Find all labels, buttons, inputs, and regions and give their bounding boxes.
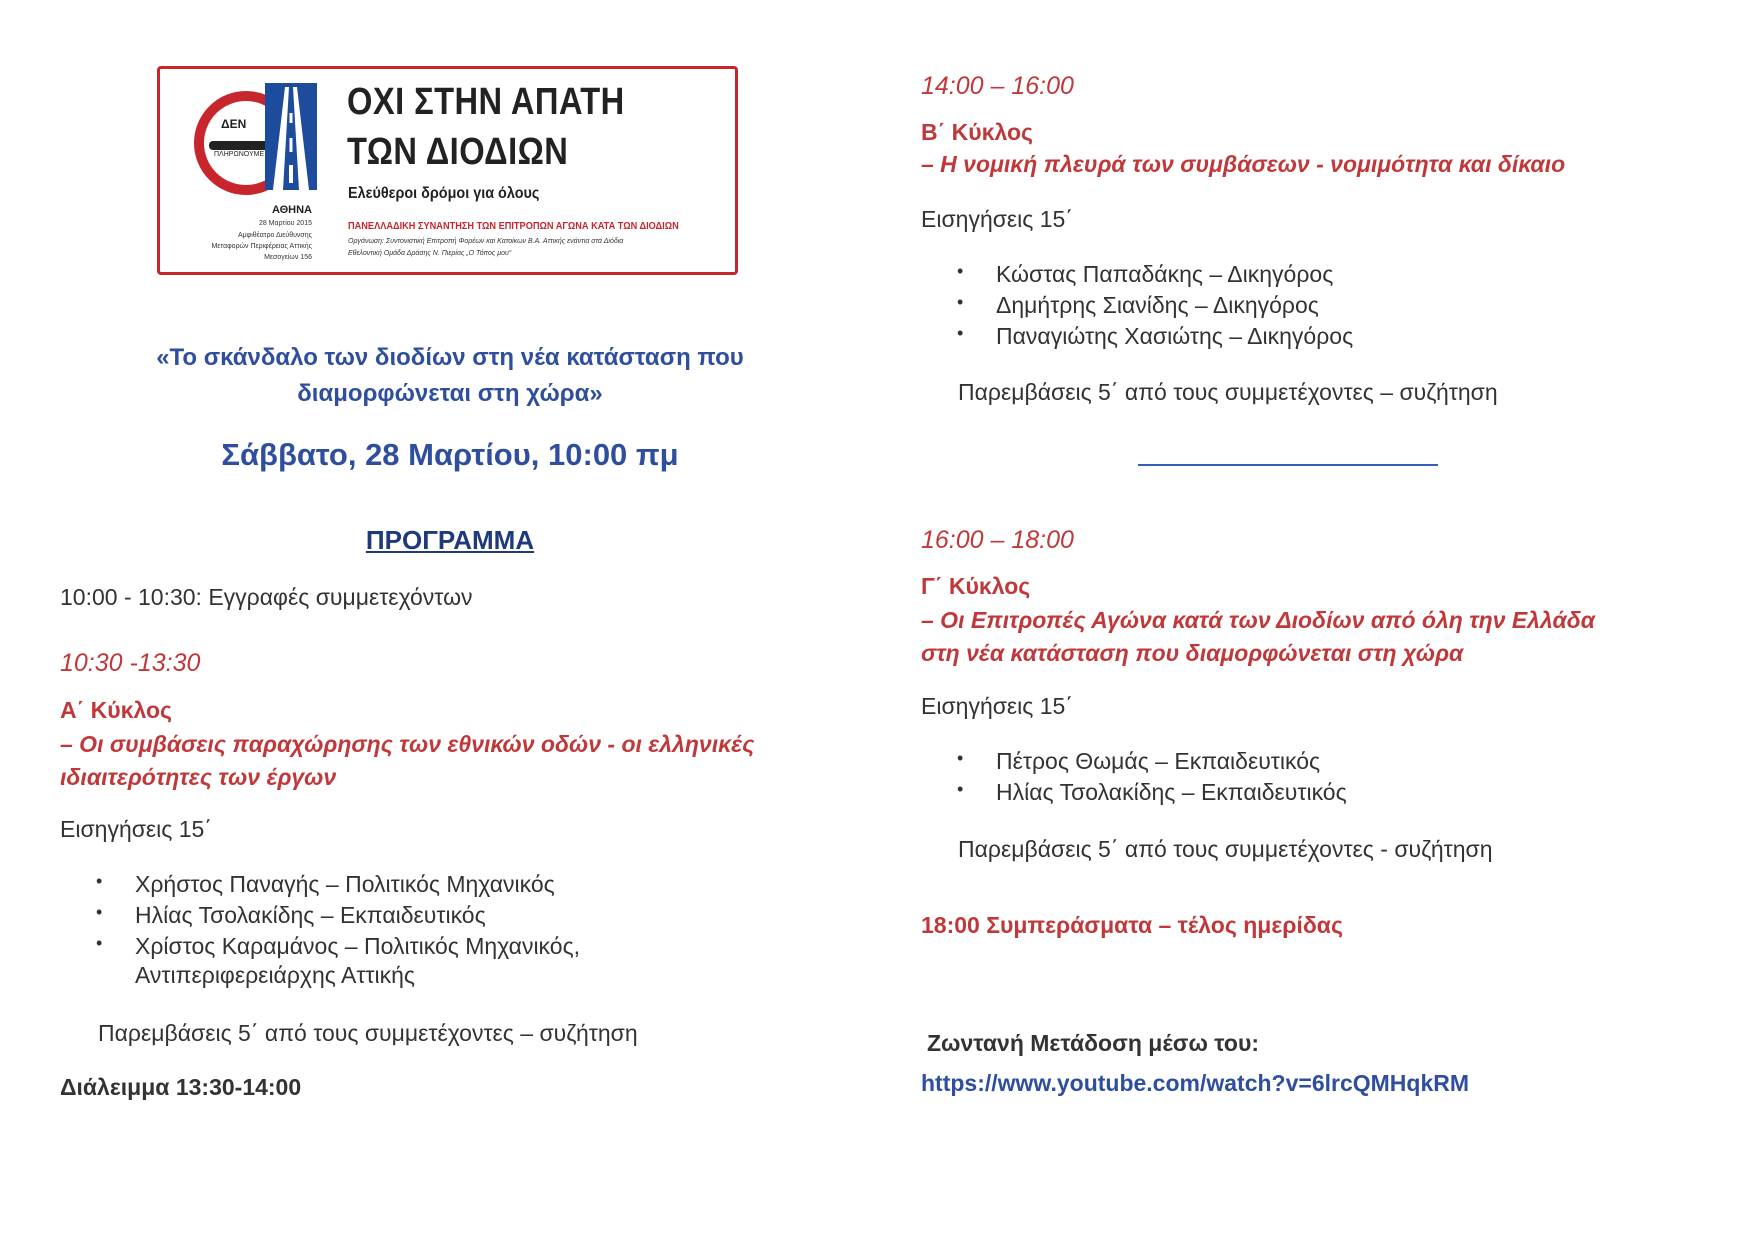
- session-b-speaker: • Κώστας Παπαδάκης – Δικηγόρος: [996, 261, 1333, 288]
- session-b-speaker: • Παναγιώτης Χασιώτης – Δικηγόρος: [996, 323, 1353, 350]
- sign-bottom-text: ΠΛΗΡΩΝΟΥΜΕ: [214, 151, 265, 158]
- session-a-speaker: • Χρήστος Παναγής – Πολιτικός Μηχανικός: [135, 871, 555, 898]
- session-a-discussion: Παρεμβάσεις 5΄ από τους συμμετέχοντες – συζήτηση: [98, 1020, 638, 1046]
- event-title-line1: «Το σκάνδαλο των διοδίων στη νέα κατάσταση που: [156, 344, 744, 371]
- banner-city: ΑΘΗΝΑ: [271, 204, 312, 216]
- banner-organizer-2: Εθελοντική Ομάδα Δράσης Ν. Πιερίας „Ο Τόπος μου“: [348, 250, 512, 257]
- event-date: Σάββατο, 28 Μαρτίου, 10:00 πμ: [221, 437, 679, 472]
- banner-venue-3: Μεσογείων 156: [264, 254, 312, 261]
- session-a-speaker: • Ηλίας Τσολακίδης – Εκπαιδευτικός: [135, 902, 486, 929]
- event-banner: [157, 66, 738, 275]
- conclusion-line: 18:00 Συμπεράσματα – τέλος ημερίδας: [921, 912, 1343, 938]
- banner-title-line1: ΟΧΙ ΣΤΗΝ ΑΠΑΤΗ: [347, 81, 625, 123]
- session-a-time: 10:30 -13:30: [60, 649, 201, 677]
- session-b-speaker: • Δημήτρης Σιανίδης – Δικηγόρος: [996, 292, 1319, 319]
- session-c-speaker: • Ηλίας Τσολακίδης – Εκπαιδευτικός: [996, 779, 1347, 806]
- session-c-speaker: • Πέτρος Θωμάς – Εκπαιδευτικός: [996, 748, 1320, 775]
- banner-date: 28 Μαρτίου 2015: [258, 220, 312, 227]
- session-c-topic-line1: – Οι Επιτροπές Αγώνα κατά των Διοδίων από όλη την Ελλάδα: [921, 607, 1596, 633]
- banner-organizer-1: Οργάνωση: Συντονιστική Επιτροπή Φορέων και Κατοίκων Β.Α. Αττικής ενάντια στα Διόδια: [348, 238, 624, 245]
- session-c-talks: Εισηγήσεις 15΄: [921, 693, 1074, 719]
- session-b-cycle: Β΄ Κύκλος: [921, 119, 1034, 145]
- session-c-discussion: Παρεμβάσεις 5΄ από τους συμμετέχοντες - συζήτηση: [958, 836, 1493, 862]
- session-a-topic-line2: ιδιαιτερότητες των έργων: [60, 764, 337, 790]
- event-title: [60, 340, 840, 412]
- banner-venue-1: Αμφιθέατρο Διεύθυνσης: [237, 232, 312, 239]
- session-a-talks: Εισηγήσεις 15΄: [60, 816, 213, 842]
- session-b-talks: Εισηγήσεις 15΄: [921, 206, 1074, 232]
- session-b-topic: – Η νομική πλευρά των συμβάσεων - νομιμότητα και δίκαιο: [921, 151, 1566, 177]
- highway-icon: [265, 83, 317, 190]
- session-c-time: 16:00 – 18:00: [921, 526, 1074, 554]
- banner-subtitle: Ελεύθεροι δρόμοι για όλους: [348, 185, 540, 202]
- banner-meeting: ΠΑΝΕΛΛΑΔΙΚΗ ΣΥΝΑΝΤΗΣΗ ΤΩΝ ΕΠΙΤΡΟΠΩΝ ΑΓΩΝΑ ΚΑΤΑ ΤΩΝ ΔΙΟΔΙΩΝ: [348, 221, 679, 232]
- session-b-time: 14:00 – 16:00: [921, 72, 1074, 100]
- live-stream-link[interactable]: https://www.youtube.com/watch?v=6lrcQMHqkRM: [921, 1070, 1470, 1096]
- session-c-cycle: Γ΄ Κύκλος: [921, 573, 1031, 599]
- section-divider: [1138, 464, 1438, 466]
- banner-venue-2: Μεταφορών Περιφέρειας Αττικής: [211, 243, 312, 250]
- event-title-line2: διαμορφώνεται στη χώρα»: [297, 380, 603, 407]
- live-stream-label: Ζωντανή Μετάδοση μέσω του:: [927, 1030, 1259, 1056]
- break-line: Διάλειμμα 13:30-14:00: [60, 1074, 302, 1100]
- session-c-topic-line2: στη νέα κατάσταση που διαμορφώνεται στη χώρα: [921, 640, 1464, 666]
- session-a-speaker-3-role: Αντιπεριφερειάρχης Αττικής: [135, 962, 415, 988]
- session-b-discussion: Παρεμβάσεις 5΄ από τους συμμετέχοντες – συζήτηση: [958, 379, 1498, 405]
- session-a-topic-line1: – Οι συμβάσεις παραχώρησης των εθνικών οδών - οι ελληνικές: [60, 731, 755, 757]
- registration-line: 10:00 - 10:30: Εγγραφές συμμετεχόντων: [60, 584, 473, 610]
- session-a-cycle: Α΄ Κύκλος: [60, 697, 173, 723]
- session-a-speaker: • Χρίστος Καραμάνος – Πολιτικός Μηχανικός,: [135, 933, 580, 960]
- program-heading: ΠΡΟΓΡΑΜΜΑ: [365, 525, 535, 555]
- banner-title-line2: ΤΩΝ ΔΙΟΔΙΩΝ: [347, 131, 569, 173]
- sign-top-text: ΔΕΝ: [221, 117, 247, 131]
